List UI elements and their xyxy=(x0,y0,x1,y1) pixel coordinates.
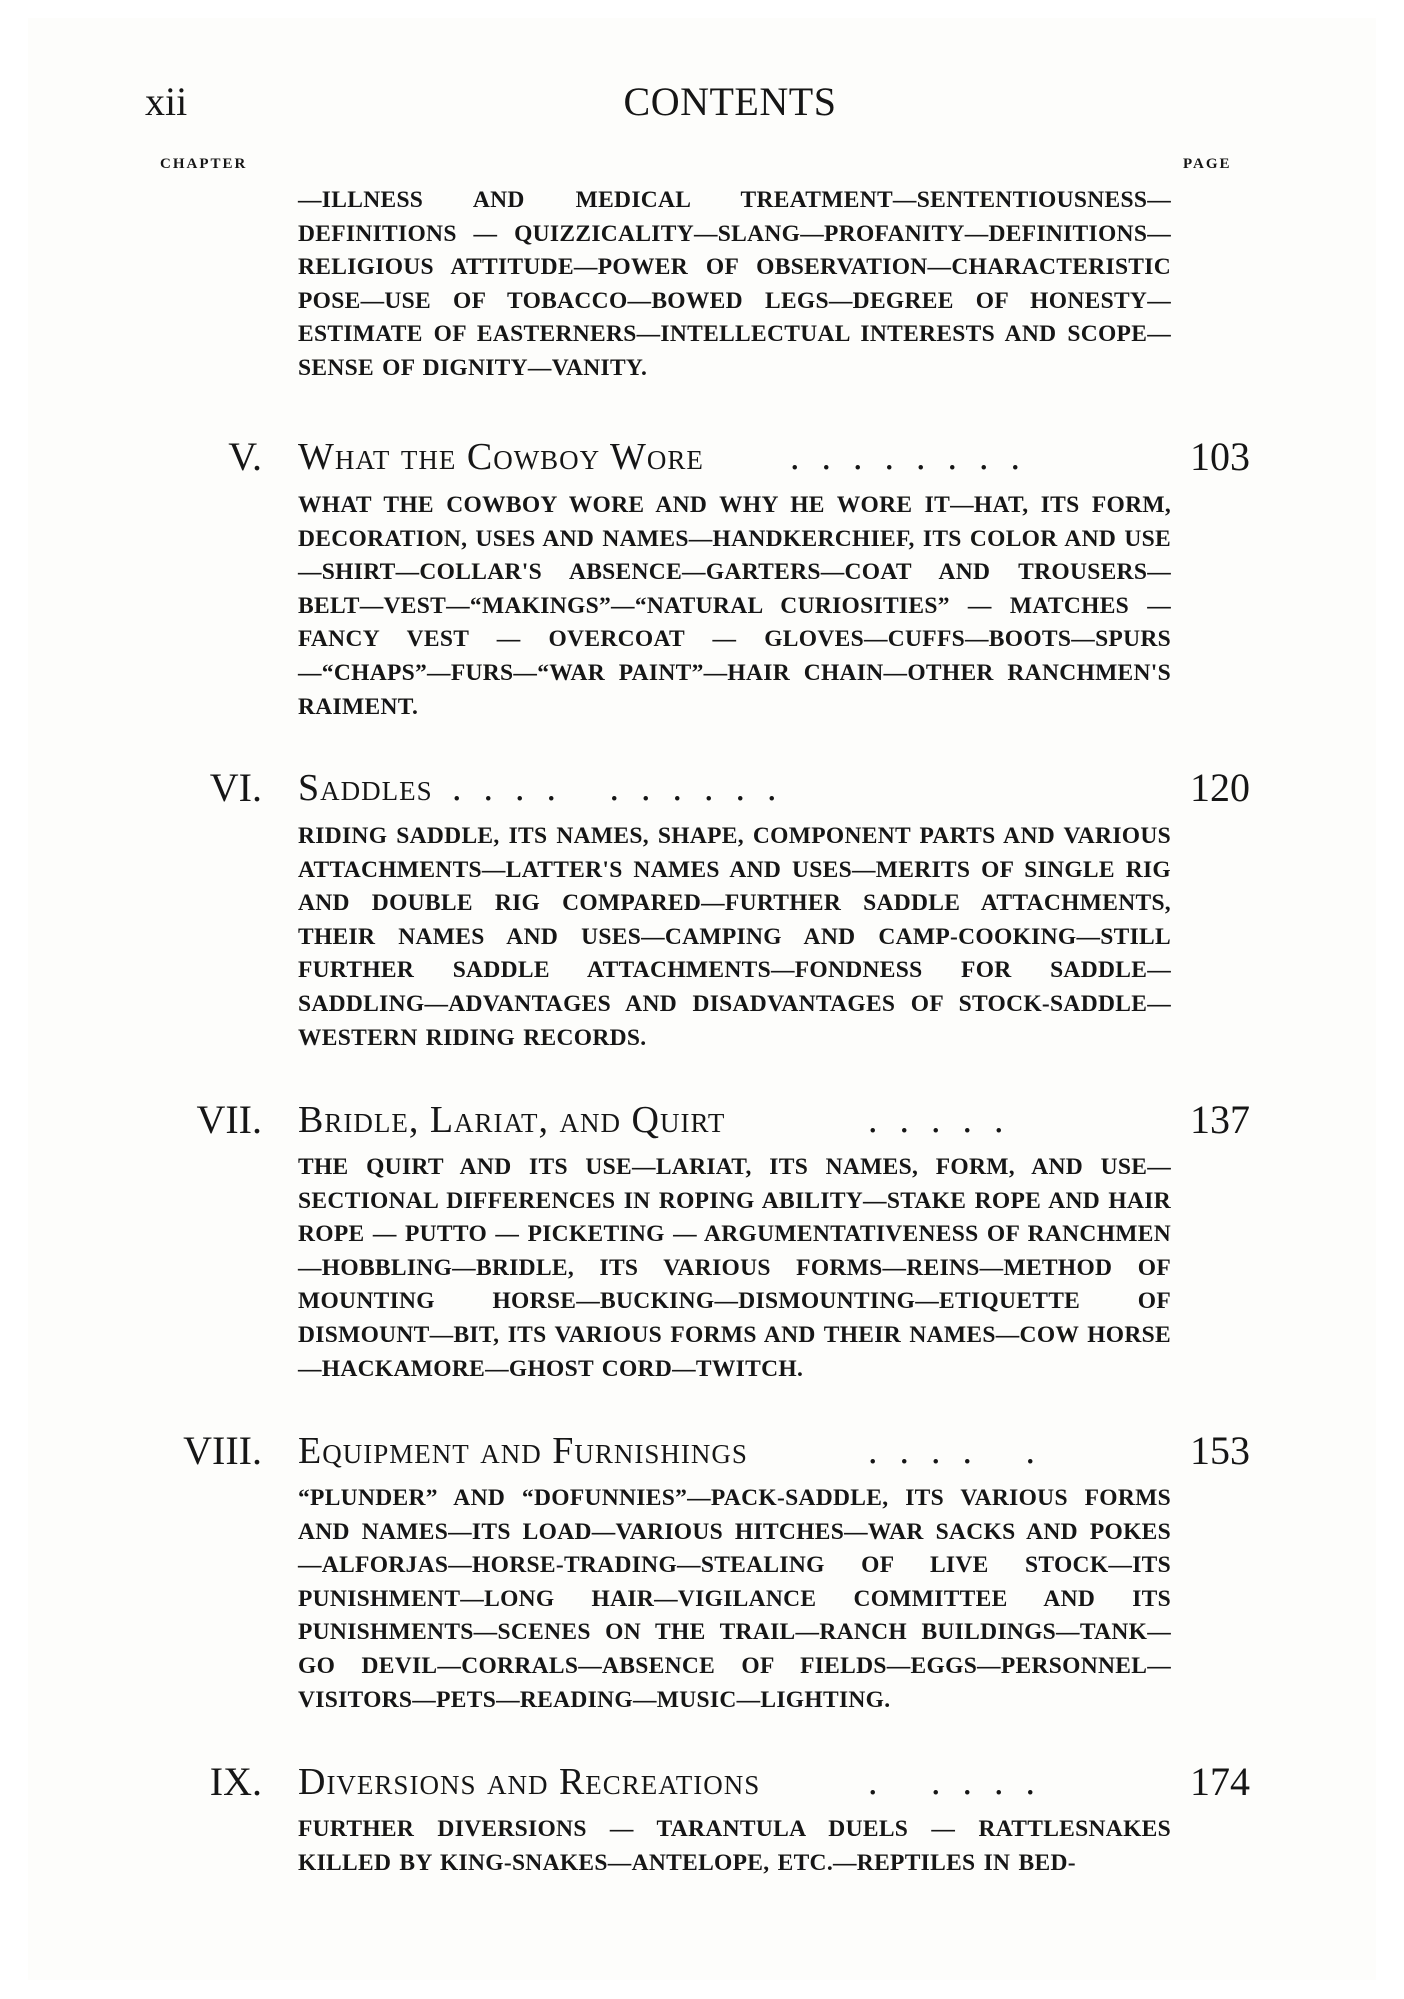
chapter-entry-vi[interactable] xyxy=(0,762,1404,814)
dot-leader: . .... xyxy=(868,1761,1057,1803)
chapter-title[interactable]: Diversions and Recreations xyxy=(298,1761,761,1803)
chapter-numeral: VII. xyxy=(196,1097,262,1142)
page-title: CONTENTS xyxy=(623,79,837,124)
page-column-heading: PAGE xyxy=(1183,156,1232,172)
dot-leader: .... ...... xyxy=(452,767,799,809)
chapter-summary: RIDING SADDLE, ITS NAMES, SHAPE, COMPONENT PARTS AND VARIOUS ATTACHMENTS—LATTER'S NAMES AND USES—MERITS OF SINGLE RIG AND DOUBLE RIG COMPARED—FURTHER SADDLE ATTACHMENTS, THEIR NAMES AND USES—CAMPING AND CAMP-COOKING—STILL FURTHER SADDLE ATTACHMENTS—FONDNESS FOR SADDLE—SADDLING—ADVANTAGES AND DISADVANTAGES OF STOCK-SADDLE—WESTERN RIDING RECORDS. xyxy=(298,823,1171,1051)
chapter-page-number[interactable]: 153 xyxy=(1190,1428,1250,1473)
chapter-numeral: VIII. xyxy=(183,1428,262,1473)
chapter-title[interactable]: Saddles xyxy=(298,767,433,809)
dot-leader: .... . xyxy=(868,1430,1057,1472)
continued-chapter-summary: —ILLNESS AND MEDICAL TREATMENT—SENTENTIOUSNESS—DEFINITIONS — QUIZZICALITY—SLANG—PROFANITY—DEFINITIONS—RELIGIOUS ATTITUDE—POWER OF OBSERVATION—CHARACTERISTIC POSE—USE OF TOBACCO—BOWED LEGS—DEGREE OF HONESTY—ESTIMATE OF EASTERNERS—INTELLECTUAL INTERESTS AND SCOPE—SENSE OF DIGNITY—VANITY. xyxy=(298,187,1171,381)
chapter-column-heading: CHAPTER xyxy=(160,156,248,172)
dot-leader: ..... xyxy=(868,1099,1026,1141)
chapter-title[interactable]: Equipment and Furnishings xyxy=(298,1430,748,1472)
chapter-entry-vii[interactable] xyxy=(0,1094,1404,1146)
chapter-entry-ix[interactable] xyxy=(0,1756,1404,1808)
chapter-title[interactable]: What the Cowboy Wore xyxy=(298,436,704,478)
chapter-page-number[interactable]: 120 xyxy=(1190,765,1250,810)
chapter-page-number[interactable]: 174 xyxy=(1190,1759,1250,1804)
chapter-summary: “PLUNDER” AND “DOFUNNIES”—PACK-SADDLE, ITS VARIOUS FORMS AND NAMES—ITS LOAD—VARIOUS HITCHES—WAR SACKS AND POKES—ALFORJAS—HORSE-TRADING—STEALING OF LIVE STOCK—ITS PUNISHMENT—LONG HAIR—VIGILANCE COMMITTEE AND ITS PUNISHMENTS—SCENES ON THE TRAIL—RANCH BUILDINGS—TANK—GO DEVIL—CORRALS—ABSENCE OF FIELDS—EGGS—PERSONNEL—VISITORS—PETS—READING—MUSIC—LIGHTING. xyxy=(298,1485,1171,1713)
dot-leader: ........ xyxy=(790,436,1042,478)
chapter-numeral: IX. xyxy=(209,1759,262,1804)
chapter-page-number[interactable]: 137 xyxy=(1190,1097,1250,1142)
chapter-numeral: V. xyxy=(228,434,262,479)
chapter-page-number[interactable]: 103 xyxy=(1190,434,1250,479)
chapter-summary: THE QUIRT AND ITS USE—LARIAT, ITS NAMES, FORM, AND USE—SECTIONAL DIFFERENCES IN ROPING ABILITY—STAKE ROPE AND HAIR ROPE — PUTTO — PICKETING — ARGUMENTATIVENESS OF RANCHMEN—HOBBLING—BRIDLE, ITS VARIOUS FORMS—REINS—METHOD OF MOUNTING HORSE—BUCKING—DISMOUNTING—ETIQUETTE OF DISMOUNT—BIT, ITS VARIOUS FORMS AND THEIR NAMES—COW HORSE—HACKAMORE—GHOST CORD—TWITCH. xyxy=(298,1154,1171,1382)
chapter-entry-viii[interactable] xyxy=(0,1425,1404,1477)
chapter-entry-v[interactable] xyxy=(0,431,1404,483)
chapter-summary: FURTHER DIVERSIONS — TARANTULA DUELS — RATTLESNAKES KILLED BY KING-SNAKES—ANTELOPE, ETC.—REPTILES IN BED- xyxy=(298,1816,1171,1876)
page-number: xii xyxy=(145,79,188,124)
chapter-summary: WHAT THE COWBOY WORE AND WHY HE WORE IT—HAT, ITS FORM, DECORATION, USES AND NAMES—HANDKERCHIEF, ITS COLOR AND USE—SHIRT—COLLAR'S ABSENCE—GARTERS—COAT AND TROUSERS—BELT—VEST—“MAKINGS”—“NATURAL CURIOSITIES” — MATCHES — FANCY VEST — OVERCOAT — GLOVES—CUFFS—BOOTS—SPURS—“CHAPS”—FURS—“WAR PAINT”—HAIR CHAIN—OTHER RANCHMEN'S RAIMENT. xyxy=(298,492,1171,720)
chapter-numeral: VI. xyxy=(209,765,262,810)
chapter-title[interactable]: Bridle, Lariat, and Quirt xyxy=(298,1099,726,1141)
